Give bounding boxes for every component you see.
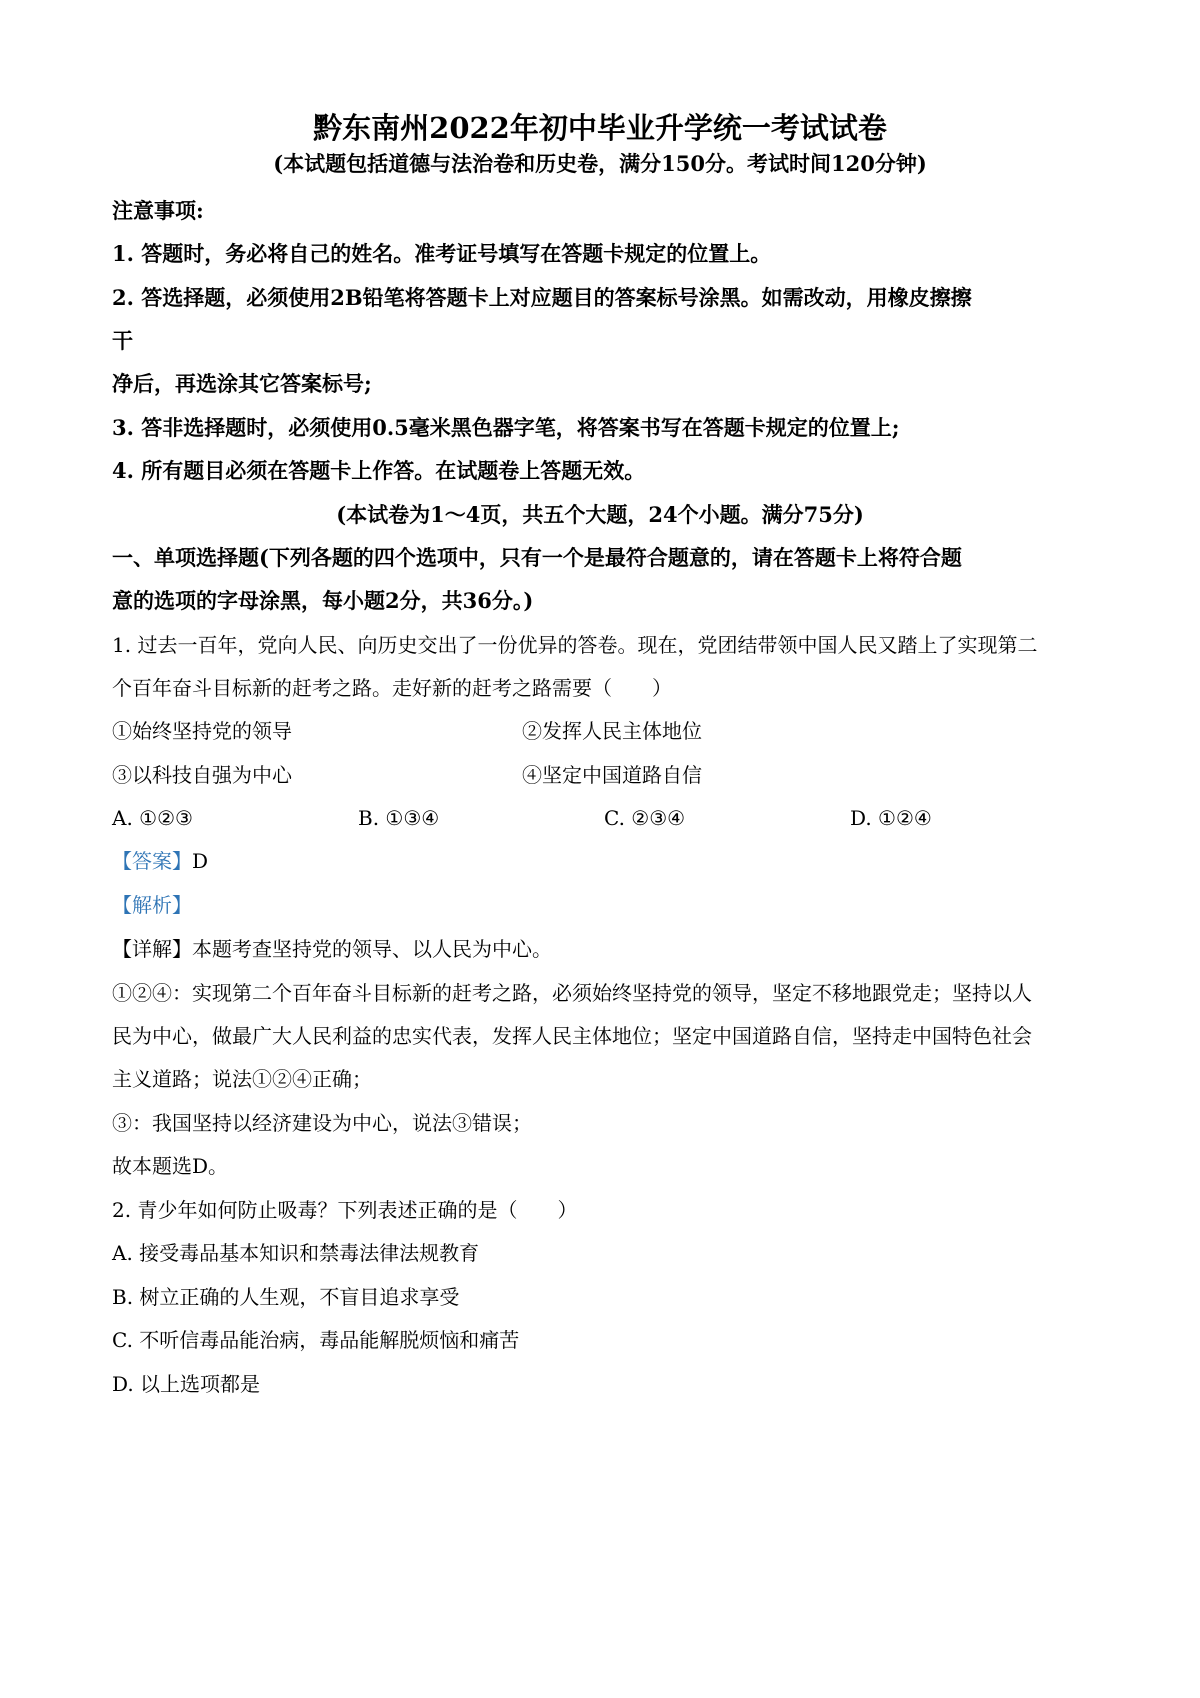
q1-detail: 故本题选D。 xyxy=(112,1154,229,1178)
notice-item: 1. 答题时，务必将自己的姓名。准考证号填写在答题卡规定的位置上。 xyxy=(112,241,772,266)
notice-item: 4. 所有题目必须在答题卡上作答。在试题卷上答题无效。 xyxy=(112,458,646,483)
section-heading: 一、单项选择题(下列各题的四个选项中，只有一个是最符合题意的，请在答题卡上将符合题 xyxy=(112,545,962,570)
q2-option-c: C. 不听信毒品能治病，毒品能解脱烦恼和痛苦 xyxy=(112,1328,520,1352)
page-subtitle: (本试题包括道德与法治卷和历史卷，满分150分。考试时间120分钟) xyxy=(273,151,927,176)
q1-option-a: A. ①②③ xyxy=(112,806,193,830)
analysis-label: 【解析】 xyxy=(112,893,192,917)
answer-label: 【答案】 xyxy=(112,849,192,873)
notice-item: 干 xyxy=(112,328,133,353)
answer-value: D xyxy=(192,849,209,873)
q1-statement: ③以科技自强为中心 xyxy=(112,763,292,787)
section-heading: 意的选项的字母涂黑，每小题2分，共36分。) xyxy=(112,588,534,613)
answer-line xyxy=(112,851,208,871)
q1-detail: ③：我国坚持以经济建设为中心，说法③错误； xyxy=(112,1111,532,1135)
notice-item: 净后，再选涂其它答案标号; xyxy=(112,371,372,396)
notice-heading: 注意事项: xyxy=(112,198,204,223)
q2-option-d: D. 以上选项都是 xyxy=(112,1372,261,1396)
paper-note: (本试卷为1～4页，共五个大题，24个小题。满分75分) xyxy=(336,502,864,527)
q1-detail: 民为中心，做最广大人民利益的忠实代表，发挥人民主体地位；坚定中国道路自信，坚持走中国特色社会 xyxy=(112,1024,1032,1048)
q2-option-a: A. 接受毒品基本知识和禁毒法律法规教育 xyxy=(112,1241,480,1265)
q1-statement: ④坚定中国道路自信 xyxy=(522,763,702,787)
q1-option-d: D. ①②④ xyxy=(850,806,932,830)
q1-option-c: C. ②③④ xyxy=(604,806,686,830)
q1-statement: ①始终坚持党的领导 xyxy=(112,719,292,743)
q1-option-b: B. ①③④ xyxy=(358,806,440,830)
q1-statement: ②发挥人民主体地位 xyxy=(522,719,702,743)
q1-detail: 【详解】本题考查坚持党的领导、以人民为中心。 xyxy=(112,937,552,961)
question-1-stem: 个百年奋斗目标新的赶考之路。走好新的赶考之路需要（ ） xyxy=(112,676,672,700)
q2-option-b: B. 树立正确的人生观，不盲目追求享受 xyxy=(112,1285,460,1309)
notice-item: 3. 答非选择题时，必须使用0.5毫米黑色器字笔，将答案书写在答题卡规定的位置上; xyxy=(112,415,900,440)
q1-detail: ①②④：实现第二个百年奋斗目标新的赶考之路，必须始终坚持党的领导，坚定不移地跟党走；坚持以人 xyxy=(112,981,1032,1005)
page-title: 黔东南州2022年初中毕业升学统一考试试卷 xyxy=(313,111,887,145)
q1-detail: 主义道路；说法①②④正确； xyxy=(112,1067,372,1091)
notice-item: 2. 答选择题，必须使用2B铅笔将答题卡上对应题目的答案标号涂黑。如需改动，用橡皮擦擦 xyxy=(112,285,972,310)
question-1-stem: 1. 过去一百年，党向人民、向历史交出了一份优异的答卷。现在，党团结带领中国人民又踏上了实现第二 xyxy=(112,633,1038,657)
question-2-stem: 2. 青少年如何防止吸毒？下列表述正确的是（ ） xyxy=(112,1198,578,1222)
